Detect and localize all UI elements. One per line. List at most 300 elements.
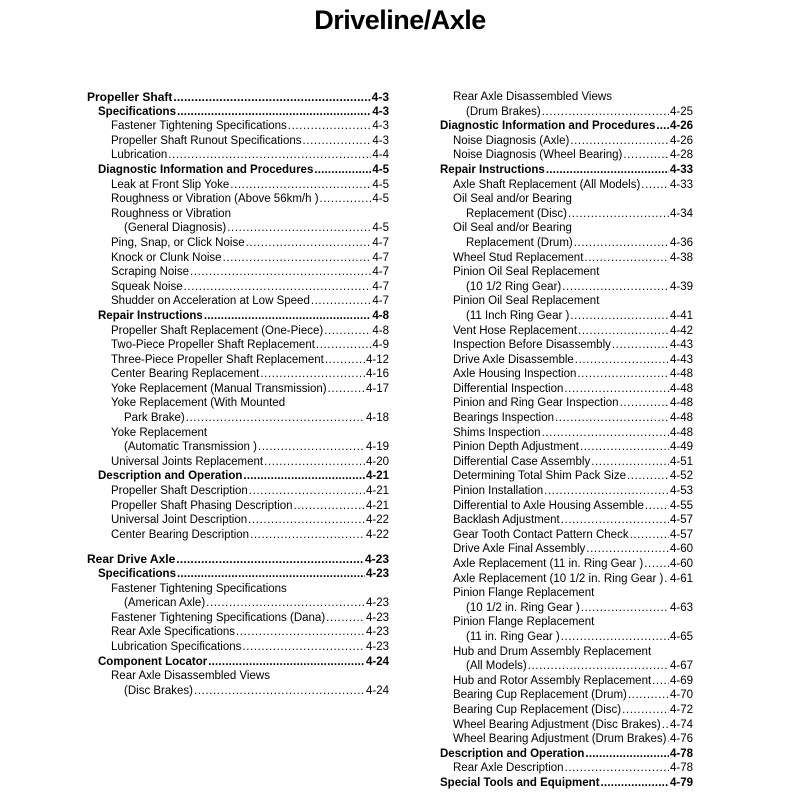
dot-leader — [173, 90, 370, 105]
dot-leader — [328, 382, 365, 397]
toc-entry-title: Propeller Shaft Runout Specifications — [111, 134, 302, 147]
toc-entry — [87, 236, 389, 251]
toc-entry-title: Repair Instructions — [440, 163, 545, 176]
toc-entry-title: Axle Housing Inspection — [453, 368, 577, 381]
toc-entry — [429, 455, 693, 470]
toc-entry — [429, 251, 693, 266]
toc-page-number: 4-24 — [365, 684, 389, 697]
toc-page-number: 4-63 — [669, 601, 693, 614]
toc-page-number: 4-74 — [669, 718, 693, 731]
dot-leader — [311, 294, 372, 309]
toc-page-number: 4-7 — [372, 236, 389, 249]
toc-page-number: 4-65 — [669, 630, 693, 643]
toc-entry — [87, 669, 389, 698]
dot-leader — [656, 119, 669, 134]
toc-entry — [429, 761, 693, 776]
toc-entry-title: (Drum Brakes) — [466, 105, 541, 118]
toc-page-number: 4-55 — [669, 499, 693, 512]
toc-page-number: 4-5 — [372, 163, 389, 176]
toc-entry-title: (11 Inch Ring Gear ) — [466, 309, 570, 322]
dot-leader — [570, 309, 669, 324]
toc-entry-title: Fastener Tightening Specifications (Dana) — [111, 611, 326, 624]
toc-entry — [429, 396, 693, 411]
toc-page-number: 4-21 — [365, 499, 389, 512]
dot-leader — [574, 236, 669, 251]
toc-subsection — [87, 105, 389, 120]
toc-entry — [429, 324, 693, 339]
toc-entry-title: (General Diagnosis) — [124, 222, 227, 235]
toc-page-number: 4-26 — [669, 134, 693, 147]
toc-page-number: 4-41 — [669, 309, 693, 322]
toc-page-number: 4-5 — [372, 193, 389, 206]
dot-leader — [561, 513, 669, 528]
dot-leader — [176, 552, 364, 567]
toc-entry-title: Axle Shaft Replacement (All Models) — [453, 178, 641, 191]
dot-leader — [627, 469, 669, 484]
toc-entry-title: Squeak Noise — [111, 280, 183, 293]
toc-entry — [429, 353, 693, 368]
dot-leader — [641, 178, 669, 193]
toc-entry-title: Pinion and Ring Gear Inspection — [453, 397, 619, 410]
dot-leader — [326, 611, 365, 626]
toc-page-number: 4-26 — [669, 120, 693, 133]
dot-leader — [662, 718, 669, 733]
toc-page-number: 4-48 — [669, 412, 693, 425]
toc-entry — [87, 640, 389, 655]
dot-leader — [562, 280, 669, 295]
toc-entry-title: Pinion Installation — [453, 485, 544, 498]
toc-page-number: 4-5 — [372, 222, 389, 235]
toc-page-number: 4-18 — [365, 412, 389, 425]
toc-entry — [87, 513, 389, 528]
toc-section — [87, 552, 389, 567]
toc-page-number: 4-20 — [365, 455, 389, 468]
dot-leader — [528, 659, 669, 674]
toc-page-number: 4-48 — [669, 368, 693, 381]
toc-page-number: 4-34 — [669, 207, 693, 220]
toc-page-number: 4-57 — [669, 514, 693, 527]
toc-entry-title: Propeller Shaft Replacement (One-Piece) — [111, 324, 324, 337]
toc-entry-title: Wheel Bearing Adjustment (Disc Brakes) — [453, 718, 661, 731]
toc-subsection — [87, 469, 389, 484]
dot-leader — [227, 221, 371, 236]
toc-entry-title: Yoke Replacement (With Mounted — [111, 397, 286, 410]
toc-page-number: 4-9 — [372, 339, 389, 352]
toc-page-number: 4-72 — [669, 703, 693, 716]
toc-page-number: 4-25 — [669, 105, 693, 118]
toc-entry — [87, 324, 389, 339]
toc-entry-title: Universal Joints Replacement — [111, 455, 264, 468]
toc-entry-title: Pinion Flange Replacement — [453, 587, 595, 600]
toc-page-number: 4-28 — [669, 149, 693, 162]
dot-leader — [242, 640, 365, 655]
toc-entry — [87, 178, 389, 193]
dot-leader — [264, 455, 365, 470]
toc-entry-title: Specifications — [98, 105, 176, 118]
toc-entry — [429, 294, 693, 323]
dot-leader — [644, 557, 669, 572]
toc-entry-title: Pinion Depth Adjustment — [453, 441, 579, 454]
toc-page-number: 4-48 — [669, 397, 693, 410]
toc-entry — [429, 134, 693, 149]
toc-entry — [429, 338, 693, 353]
toc-entry-title: Knock or Clunk Noise — [111, 251, 222, 264]
dot-leader — [578, 324, 669, 339]
toc-page-number: 4-61 — [669, 572, 693, 585]
toc-entry — [87, 207, 389, 236]
toc-entry-title: (Disc Brakes) — [124, 684, 194, 697]
toc-page-number: 4-16 — [365, 368, 389, 381]
toc-entry — [429, 221, 693, 250]
dot-leader — [303, 134, 372, 149]
toc-entry-title: Fastener Tightening Specifications — [111, 120, 287, 133]
toc-entry-title: Two-Piece Propeller Shaft Replacement — [111, 339, 315, 352]
toc-entry-title: Hub and Drum Assembly Replacement — [453, 645, 652, 658]
toc-page-number: 4-39 — [669, 280, 693, 293]
toc-page-number: 4-22 — [365, 514, 389, 527]
dot-leader — [177, 567, 365, 582]
toc-entry — [87, 192, 389, 207]
dot-leader — [246, 236, 372, 251]
toc-entry-title: Leak at Front Slip Yoke — [111, 178, 230, 191]
toc-entry-title: Component Locator — [98, 655, 208, 668]
toc-page-number: 4-21 — [365, 485, 389, 498]
toc-entry-title: (11 in. Ring Gear ) — [466, 630, 560, 643]
toc-entry-title: Differential to Axle Housing Assemble — [453, 499, 644, 512]
toc-page-number: 4-76 — [669, 733, 693, 746]
toc-subsection — [429, 776, 693, 791]
toc-entry — [429, 411, 693, 426]
dot-leader — [544, 484, 669, 499]
toc-entry-title: Drive Axle Disassemble — [453, 353, 574, 366]
toc-entry — [429, 645, 693, 674]
dot-leader — [204, 309, 372, 324]
dot-leader — [664, 572, 669, 587]
toc-entry — [429, 732, 693, 747]
toc-subsection — [87, 163, 389, 178]
toc-entry-title: Description and Operation — [440, 747, 585, 760]
toc-page-number: 4-23 — [365, 568, 389, 580]
toc-section — [87, 90, 389, 105]
toc-subsection — [87, 309, 389, 324]
toc-entry — [87, 611, 389, 626]
toc-entry-title: Yoke Replacement — [111, 426, 208, 439]
toc-page-number: 4-48 — [669, 426, 693, 439]
toc-entry-title: Rear Axle Description — [453, 762, 564, 775]
toc-entry-title: Yoke Replacement (Manual Transmission) — [111, 382, 327, 395]
dot-leader — [314, 163, 371, 178]
dot-leader — [591, 455, 669, 470]
dot-leader — [620, 396, 669, 411]
toc-entry — [429, 703, 693, 718]
dot-leader — [581, 601, 669, 616]
toc-entry-title: Bearing Cup Replacement (Drum) — [453, 689, 627, 702]
toc-entry — [429, 499, 693, 514]
toc-entry — [87, 528, 389, 543]
dot-leader — [577, 367, 669, 382]
toc-entry-title: Bearing Cup Replacement (Disc) — [453, 703, 622, 716]
dot-leader — [320, 192, 372, 207]
toc-entry-title: Propeller Shaft Phasing Description — [111, 499, 293, 512]
dot-leader — [564, 382, 669, 397]
toc-entry-title: (Automatic Transmission ) — [124, 441, 257, 454]
toc-entry — [429, 426, 693, 441]
toc-left-column — [87, 90, 389, 698]
dot-leader — [555, 411, 669, 426]
toc-entry-title: Center Bearing Replacement — [111, 368, 260, 381]
dot-leader — [586, 542, 669, 557]
toc-page-number: 4-23 — [365, 626, 389, 639]
toc-page-number: 4-7 — [372, 266, 389, 279]
toc-entry-title: Replacement (Drum) — [466, 236, 573, 249]
dot-leader — [248, 513, 365, 528]
toc-entry-title: Oil Seal and/or Bearing — [453, 222, 572, 235]
dot-leader — [645, 499, 669, 514]
toc-page-number: 4-23 — [365, 611, 389, 624]
dot-leader — [584, 251, 669, 266]
dot-leader — [568, 207, 669, 222]
toc-page-number: 4-60 — [669, 558, 693, 570]
toc-entry — [429, 542, 693, 557]
toc-entry — [87, 353, 389, 368]
toc-entry — [429, 484, 693, 499]
toc-subsection — [87, 655, 389, 670]
toc-entry — [429, 440, 693, 455]
toc-page-number: 4-21 — [365, 470, 389, 483]
dot-leader — [622, 703, 669, 718]
dot-leader — [258, 440, 365, 455]
toc-entry — [87, 625, 389, 640]
toc-entry-title: Rear Drive Axle — [87, 552, 176, 567]
toc-entry — [87, 119, 389, 134]
toc-page-number: 4-67 — [669, 660, 693, 673]
toc-entry-title: Propeller Shaft Description — [111, 485, 248, 498]
dot-leader — [623, 148, 669, 163]
toc-entry-title: Inspection Before Disassembly — [453, 339, 611, 352]
toc-entry-title: Fastener Tightening Specifications — [111, 582, 287, 595]
dot-leader — [325, 353, 365, 368]
toc-page-number: 4-70 — [669, 689, 693, 702]
toc-page-number: 4-53 — [669, 485, 693, 498]
toc-entry-title: (American Axle) — [124, 597, 206, 610]
toc-entry-title: Rear Axle Disassembled Views — [111, 670, 270, 683]
toc-entry — [87, 582, 389, 611]
dot-leader — [316, 338, 371, 353]
toc-page-number: 4-23 — [365, 597, 389, 610]
toc-page-number: 4-3 — [372, 120, 389, 133]
toc-entry — [429, 178, 693, 193]
dot-leader — [177, 105, 371, 120]
toc-entry — [429, 192, 693, 221]
toc-entry-title: Shudder on Acceleration at Low Speed — [111, 295, 310, 308]
toc-entry — [429, 615, 693, 644]
toc-entry-title: Ping, Snap, or Click Noise — [111, 236, 245, 249]
toc-entry-title: Differential Case Assembly — [453, 455, 591, 468]
toc-subsection — [429, 747, 693, 762]
toc-entry — [87, 294, 389, 309]
toc-entry — [87, 455, 389, 470]
toc-subsection — [87, 567, 389, 582]
toc-entry-title: Universal Joint Description — [111, 514, 248, 527]
toc-page-number: 4-8 — [372, 309, 389, 322]
toc-entry-title: Lubrication — [111, 149, 168, 162]
toc-page-number: 4-78 — [669, 762, 693, 775]
toc-entry — [87, 251, 389, 266]
toc-entry — [429, 718, 693, 733]
toc-entry — [429, 265, 693, 294]
toc-entry — [87, 499, 389, 514]
dot-leader — [288, 119, 372, 134]
dot-leader — [652, 674, 669, 689]
toc-entry-title: Axle Replacement (10 1/2 in. Ring Gear ) — [453, 572, 664, 585]
toc-entry-title: Center Bearing Description — [111, 528, 250, 541]
toc-entry — [87, 148, 389, 163]
dot-leader — [324, 324, 371, 339]
toc-entry-title: Oil Seal and/or Bearing — [453, 193, 572, 206]
dot-leader — [230, 178, 371, 193]
toc-page-number: 4-78 — [669, 747, 693, 760]
toc-entry — [429, 586, 693, 615]
toc-subsection — [429, 163, 693, 178]
toc-entry-title: Determining Total Shim Pack Size — [453, 470, 626, 483]
toc-entry — [429, 528, 693, 543]
toc-entry-title: Rear Axle Disassembled Views — [453, 91, 612, 103]
toc-entry-title: Hub and Rotor Assembly Replacement — [453, 674, 652, 687]
dot-leader — [294, 499, 365, 514]
toc-page-number: 4-22 — [365, 528, 389, 541]
dot-leader — [206, 596, 365, 611]
toc-page-number: 4-48 — [669, 382, 693, 395]
toc-page-number: 4-51 — [669, 455, 693, 468]
dot-leader — [260, 367, 365, 382]
toc-entry — [429, 367, 693, 382]
toc-page-number: 4-33 — [669, 163, 693, 176]
toc-page-number: 4-7 — [372, 295, 389, 308]
toc-entry — [429, 572, 693, 587]
toc-entry — [87, 280, 389, 295]
toc-page-number: 4-43 — [669, 339, 693, 352]
toc-entry-title: Park Brake) — [124, 412, 185, 425]
toc-page-number: 4-52 — [669, 470, 693, 483]
dot-leader — [580, 440, 669, 455]
toc-entry-title: Vent Hose Replacement — [453, 324, 578, 337]
toc-entry-title: Gear Tooth Contact Pattern Check — [453, 528, 629, 541]
dot-leader — [667, 732, 669, 747]
toc-entry — [87, 382, 389, 397]
dot-leader — [184, 280, 372, 295]
toc-entry — [429, 688, 693, 703]
dot-leader — [168, 148, 371, 163]
toc-entry — [429, 557, 693, 572]
dot-leader — [542, 105, 669, 120]
dot-leader — [250, 528, 365, 543]
toc-page-number: 4-24 — [365, 655, 389, 668]
dot-leader — [601, 776, 669, 791]
toc-entry-title: Pinion Oil Seal Replacement — [453, 295, 600, 308]
toc-entry-title: (10 1/2 Ring Gear) — [466, 280, 562, 293]
toc-entry — [87, 426, 389, 455]
toc-entry-title: Diagnostic Information and Procedures — [98, 163, 314, 176]
toc-page-number: 4-23 — [365, 640, 389, 653]
toc-entry-title: Specifications — [98, 568, 176, 580]
toc-entry-title: Roughness or Vibration (Above 56km/h ) — [111, 193, 319, 206]
dot-leader — [542, 426, 669, 441]
dot-leader — [565, 761, 669, 776]
toc-entry-title: Pinion Flange Replacement — [453, 616, 595, 629]
page-title: Driveline/Axle — [314, 5, 486, 35]
dot-leader — [612, 338, 669, 353]
toc-entry-title: Backlash Adjustment — [453, 514, 560, 527]
toc-page-number: 4-42 — [669, 324, 693, 337]
toc-entry — [429, 513, 693, 528]
toc-entry — [429, 148, 693, 163]
toc-entry-title: Noise Diagnosis (Wheel Bearing) — [453, 149, 623, 162]
dot-leader — [243, 469, 365, 484]
toc-entry-title: (10 1/2 in. Ring Gear ) — [466, 601, 580, 614]
toc-entry-title: Differential Inspection — [453, 382, 564, 395]
dot-leader — [194, 684, 365, 699]
toc-entry-title: Lubrication Specifications — [111, 640, 242, 653]
toc-entry-title: Shims Inspection — [453, 426, 541, 439]
toc-page-number: 4-23 — [364, 552, 389, 567]
toc-page-number: 4-57 — [669, 528, 693, 541]
toc-entry-title: Rear Axle Specifications — [111, 626, 236, 639]
toc-page-number: 4-33 — [669, 178, 693, 191]
toc-page-number: 4-7 — [372, 280, 389, 293]
toc-entry — [429, 469, 693, 484]
toc-page-number: 4-3 — [372, 134, 389, 147]
dot-leader — [575, 353, 669, 368]
toc-entry — [87, 396, 389, 425]
dot-leader — [223, 251, 372, 266]
toc-page-number: 4-38 — [669, 251, 693, 264]
toc-entry — [429, 674, 693, 689]
dot-leader — [628, 688, 669, 703]
toc-entry-title: (All Models) — [466, 660, 527, 673]
toc-entry-title: Special Tools and Equipment — [440, 776, 600, 789]
toc-entry-title: Roughness or Vibration — [111, 207, 231, 220]
toc-page-number: 4-69 — [669, 674, 693, 687]
toc-entry-title: Scraping Noise — [111, 266, 189, 279]
toc-subsection — [429, 119, 693, 134]
toc-entry-title: Axle Replacement (11 in. Ring Gear ) — [453, 558, 644, 570]
toc-entry-title: Description and Operation — [98, 470, 243, 483]
toc-page-number: 4-60 — [669, 543, 693, 556]
toc-page-number: 4-4 — [372, 149, 389, 162]
toc-page-number: 4-8 — [372, 324, 389, 337]
toc-entry-title: Propeller Shaft — [87, 90, 173, 104]
toc-entry — [87, 484, 389, 499]
dot-leader — [208, 655, 365, 670]
toc-entry-title: Replacement (Disc) — [466, 207, 567, 220]
toc-page-number: 4-79 — [669, 776, 693, 789]
toc-entry — [87, 134, 389, 149]
toc-entry-title: Bearings Inspection — [453, 412, 555, 425]
toc-entry-title: Pinion Oil Seal Replacement — [453, 266, 600, 279]
dot-leader — [236, 625, 365, 640]
toc-entry — [429, 90, 693, 119]
toc-page-number: 4-3 — [372, 105, 389, 118]
dot-leader — [546, 163, 669, 178]
dot-leader — [585, 747, 669, 762]
dot-leader — [190, 265, 371, 280]
toc-entry — [87, 265, 389, 280]
dot-leader — [570, 134, 669, 149]
dot-leader — [630, 528, 669, 543]
toc-entry-title: Diagnostic Information and Procedures — [440, 120, 656, 133]
toc-entry-title: Repair Instructions — [98, 309, 203, 322]
toc-entry — [429, 382, 693, 397]
